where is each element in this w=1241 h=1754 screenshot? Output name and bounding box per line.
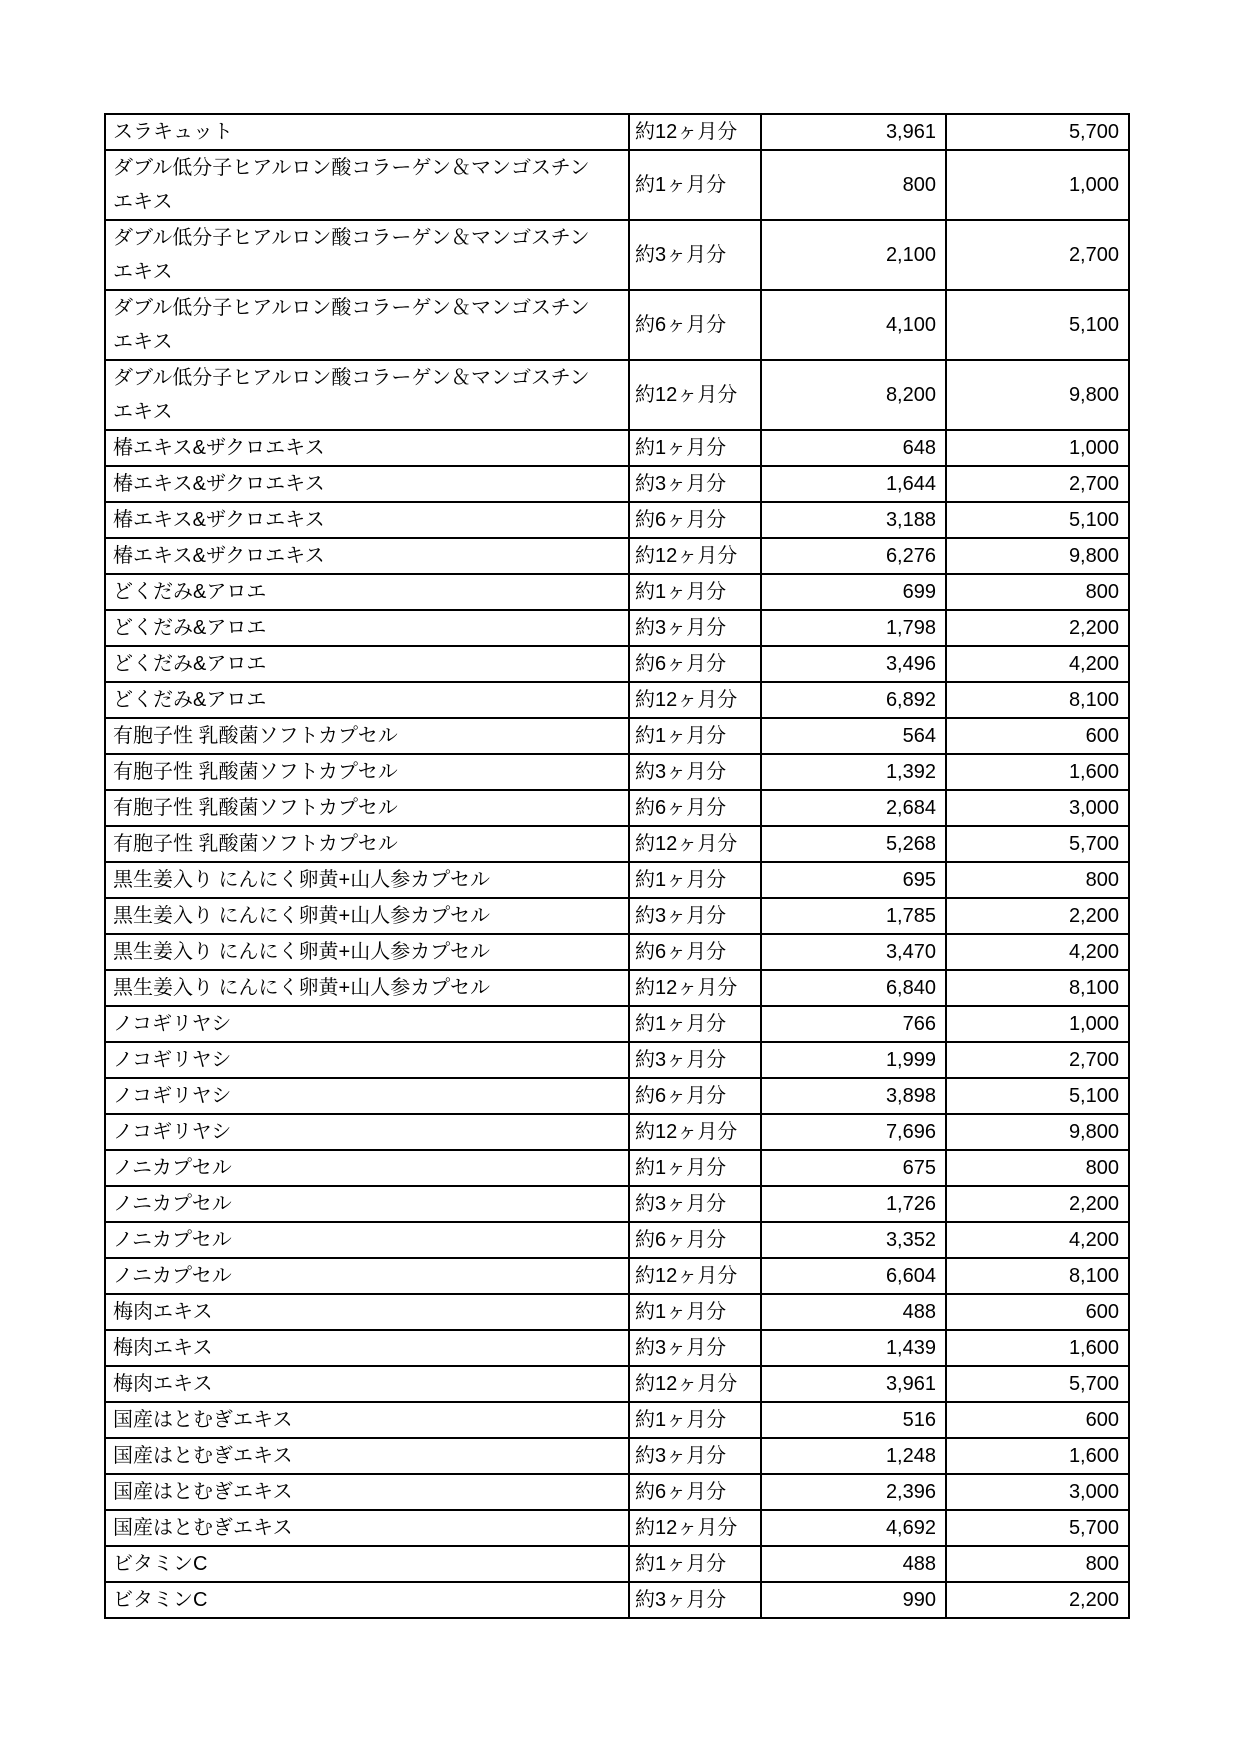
product-cell: ノニカプセル — [105, 1150, 629, 1186]
price-table — [104, 113, 1130, 1619]
table-row — [105, 1114, 1129, 1150]
member-price-cell: 675 — [761, 1150, 946, 1186]
member-price-cell: 2,396 — [761, 1474, 946, 1510]
member-price-cell: 699 — [761, 574, 946, 610]
product-cell: 椿エキス&ザクロエキス — [105, 502, 629, 538]
product-cell: ノコギリヤシ — [105, 1006, 629, 1042]
duration-cell: 約1ヶ月分 — [629, 1150, 761, 1186]
duration-cell: 約12ヶ月分 — [629, 970, 761, 1006]
product-cell: ダブル低分子ヒアルロン酸コラーゲン＆マンゴスチンエキス — [105, 220, 629, 290]
product-cell: 黒生姜入り にんにく卵黄+山人参カプセル — [105, 970, 629, 1006]
regular-price-cell: 5,100 — [946, 502, 1129, 538]
regular-price-cell: 1,000 — [946, 430, 1129, 466]
table-row — [105, 114, 1129, 150]
table-row — [105, 718, 1129, 754]
duration-cell: 約6ヶ月分 — [629, 1078, 761, 1114]
table-row — [105, 610, 1129, 646]
member-price-cell: 766 — [761, 1006, 946, 1042]
member-price-cell: 3,188 — [761, 502, 946, 538]
member-price-cell: 695 — [761, 862, 946, 898]
table-row — [105, 754, 1129, 790]
table-row — [105, 862, 1129, 898]
member-price-cell: 7,696 — [761, 1114, 946, 1150]
duration-cell: 約3ヶ月分 — [629, 610, 761, 646]
regular-price-cell: 9,800 — [946, 360, 1129, 430]
regular-price-cell: 5,100 — [946, 290, 1129, 360]
member-price-cell: 1,785 — [761, 898, 946, 934]
member-price-cell: 3,961 — [761, 1366, 946, 1402]
duration-cell: 約1ヶ月分 — [629, 574, 761, 610]
regular-price-cell: 800 — [946, 1546, 1129, 1582]
member-price-cell: 6,604 — [761, 1258, 946, 1294]
table-row — [105, 970, 1129, 1006]
member-price-cell: 3,470 — [761, 934, 946, 970]
member-price-cell: 488 — [761, 1294, 946, 1330]
duration-cell: 約1ヶ月分 — [629, 1006, 761, 1042]
regular-price-cell: 800 — [946, 1150, 1129, 1186]
product-cell: 国産はとむぎエキス — [105, 1474, 629, 1510]
regular-price-cell: 5,700 — [946, 114, 1129, 150]
member-price-cell: 4,692 — [761, 1510, 946, 1546]
duration-cell: 約6ヶ月分 — [629, 646, 761, 682]
duration-cell: 約6ヶ月分 — [629, 790, 761, 826]
regular-price-cell: 1,600 — [946, 1438, 1129, 1474]
regular-price-cell: 5,700 — [946, 1510, 1129, 1546]
regular-price-cell: 800 — [946, 574, 1129, 610]
duration-cell: 約6ヶ月分 — [629, 290, 761, 360]
table-row — [105, 1366, 1129, 1402]
member-price-cell: 990 — [761, 1582, 946, 1618]
table-row — [105, 934, 1129, 970]
table-row — [105, 646, 1129, 682]
regular-price-cell: 4,200 — [946, 646, 1129, 682]
duration-cell: 約1ヶ月分 — [629, 1546, 761, 1582]
table-row — [105, 1330, 1129, 1366]
table-row — [105, 790, 1129, 826]
duration-cell: 約12ヶ月分 — [629, 682, 761, 718]
member-price-cell: 6,892 — [761, 682, 946, 718]
regular-price-cell: 600 — [946, 1294, 1129, 1330]
regular-price-cell: 2,700 — [946, 220, 1129, 290]
duration-cell: 約12ヶ月分 — [629, 1114, 761, 1150]
member-price-cell: 2,100 — [761, 220, 946, 290]
table-row — [105, 290, 1129, 360]
member-price-cell: 1,248 — [761, 1438, 946, 1474]
duration-cell: 約1ヶ月分 — [629, 1402, 761, 1438]
member-price-cell: 800 — [761, 150, 946, 220]
member-price-cell: 488 — [761, 1546, 946, 1582]
regular-price-cell: 2,200 — [946, 610, 1129, 646]
duration-cell: 約1ヶ月分 — [629, 430, 761, 466]
table-row — [105, 220, 1129, 290]
regular-price-cell: 5,700 — [946, 826, 1129, 862]
member-price-cell: 648 — [761, 430, 946, 466]
table-row — [105, 574, 1129, 610]
table-row — [105, 1294, 1129, 1330]
table-row — [105, 1402, 1129, 1438]
product-cell: ダブル低分子ヒアルロン酸コラーゲン＆マンゴスチンエキス — [105, 150, 629, 220]
table-row — [105, 1510, 1129, 1546]
duration-cell: 約6ヶ月分 — [629, 934, 761, 970]
product-cell: どくだみ&アロエ — [105, 610, 629, 646]
duration-cell: 約1ヶ月分 — [629, 862, 761, 898]
regular-price-cell: 2,200 — [946, 1582, 1129, 1618]
product-cell: 梅肉エキス — [105, 1330, 629, 1366]
duration-cell: 約3ヶ月分 — [629, 754, 761, 790]
duration-cell: 約3ヶ月分 — [629, 466, 761, 502]
regular-price-cell: 8,100 — [946, 1258, 1129, 1294]
member-price-cell: 6,840 — [761, 970, 946, 1006]
product-cell: スラキュット — [105, 114, 629, 150]
table-row — [105, 1006, 1129, 1042]
table-row — [105, 360, 1129, 430]
regular-price-cell: 600 — [946, 718, 1129, 754]
product-cell: ノニカプセル — [105, 1258, 629, 1294]
duration-cell: 約3ヶ月分 — [629, 1330, 761, 1366]
duration-cell: 約6ヶ月分 — [629, 502, 761, 538]
regular-price-cell: 1,000 — [946, 1006, 1129, 1042]
product-cell: 有胞子性 乳酸菌ソフトカプセル — [105, 790, 629, 826]
table-row — [105, 466, 1129, 502]
regular-price-cell: 2,700 — [946, 1042, 1129, 1078]
member-price-cell: 3,352 — [761, 1222, 946, 1258]
table-row — [105, 1438, 1129, 1474]
product-cell: 黒生姜入り にんにく卵黄+山人参カプセル — [105, 898, 629, 934]
table-row — [105, 682, 1129, 718]
product-cell: ノコギリヤシ — [105, 1078, 629, 1114]
product-cell: ノコギリヤシ — [105, 1042, 629, 1078]
table-row — [105, 430, 1129, 466]
duration-cell: 約12ヶ月分 — [629, 114, 761, 150]
duration-cell: 約3ヶ月分 — [629, 1186, 761, 1222]
duration-cell: 約1ヶ月分 — [629, 150, 761, 220]
product-cell: 椿エキス&ザクロエキス — [105, 430, 629, 466]
duration-cell: 約1ヶ月分 — [629, 718, 761, 754]
product-cell: 有胞子性 乳酸菌ソフトカプセル — [105, 754, 629, 790]
regular-price-cell: 2,200 — [946, 1186, 1129, 1222]
table-row — [105, 1150, 1129, 1186]
duration-cell: 約1ヶ月分 — [629, 1294, 761, 1330]
member-price-cell: 1,999 — [761, 1042, 946, 1078]
table-row — [105, 502, 1129, 538]
table-row — [105, 1222, 1129, 1258]
table-row — [105, 150, 1129, 220]
table-row — [105, 1546, 1129, 1582]
product-cell: 国産はとむぎエキス — [105, 1438, 629, 1474]
product-cell: ダブル低分子ヒアルロン酸コラーゲン＆マンゴスチンエキス — [105, 360, 629, 430]
table-row — [105, 898, 1129, 934]
product-cell: 梅肉エキス — [105, 1366, 629, 1402]
duration-cell: 約3ヶ月分 — [629, 220, 761, 290]
duration-cell: 約12ヶ月分 — [629, 1510, 761, 1546]
product-cell: どくだみ&アロエ — [105, 574, 629, 610]
duration-cell: 約3ヶ月分 — [629, 1582, 761, 1618]
regular-price-cell: 9,800 — [946, 538, 1129, 574]
member-price-cell: 1,392 — [761, 754, 946, 790]
member-price-cell: 5,268 — [761, 826, 946, 862]
member-price-cell: 1,644 — [761, 466, 946, 502]
duration-cell: 約3ヶ月分 — [629, 898, 761, 934]
regular-price-cell: 4,200 — [946, 934, 1129, 970]
member-price-cell: 516 — [761, 1402, 946, 1438]
table-row — [105, 1258, 1129, 1294]
product-cell: 国産はとむぎエキス — [105, 1402, 629, 1438]
member-price-cell: 1,439 — [761, 1330, 946, 1366]
table-row — [105, 1582, 1129, 1618]
member-price-cell: 1,726 — [761, 1186, 946, 1222]
product-cell: ノニカプセル — [105, 1222, 629, 1258]
table-row — [105, 1078, 1129, 1114]
duration-cell: 約12ヶ月分 — [629, 826, 761, 862]
product-cell: 椿エキス&ザクロエキス — [105, 466, 629, 502]
product-cell: 梅肉エキス — [105, 1294, 629, 1330]
member-price-cell: 3,496 — [761, 646, 946, 682]
product-cell: 有胞子性 乳酸菌ソフトカプセル — [105, 826, 629, 862]
member-price-cell: 1,798 — [761, 610, 946, 646]
regular-price-cell: 1,000 — [946, 150, 1129, 220]
regular-price-cell: 8,100 — [946, 682, 1129, 718]
duration-cell: 約12ヶ月分 — [629, 1258, 761, 1294]
table-row — [105, 538, 1129, 574]
regular-price-cell: 1,600 — [946, 754, 1129, 790]
regular-price-cell: 3,000 — [946, 1474, 1129, 1510]
duration-cell: 約12ヶ月分 — [629, 1366, 761, 1402]
regular-price-cell: 2,200 — [946, 898, 1129, 934]
regular-price-cell: 1,600 — [946, 1330, 1129, 1366]
regular-price-cell: 5,700 — [946, 1366, 1129, 1402]
regular-price-cell: 800 — [946, 862, 1129, 898]
product-cell: 有胞子性 乳酸菌ソフトカプセル — [105, 718, 629, 754]
product-cell: ビタミンC — [105, 1546, 629, 1582]
product-cell: 黒生姜入り にんにく卵黄+山人参カプセル — [105, 862, 629, 898]
member-price-cell: 8,200 — [761, 360, 946, 430]
product-cell: ノニカプセル — [105, 1186, 629, 1222]
duration-cell: 約3ヶ月分 — [629, 1438, 761, 1474]
member-price-cell: 2,684 — [761, 790, 946, 826]
regular-price-cell: 5,100 — [946, 1078, 1129, 1114]
table-row — [105, 1042, 1129, 1078]
regular-price-cell: 600 — [946, 1402, 1129, 1438]
product-cell: 黒生姜入り にんにく卵黄+山人参カプセル — [105, 934, 629, 970]
duration-cell: 約12ヶ月分 — [629, 538, 761, 574]
regular-price-cell: 4,200 — [946, 1222, 1129, 1258]
member-price-cell: 3,961 — [761, 114, 946, 150]
regular-price-cell: 9,800 — [946, 1114, 1129, 1150]
product-cell: どくだみ&アロエ — [105, 646, 629, 682]
product-cell: 国産はとむぎエキス — [105, 1510, 629, 1546]
regular-price-cell: 3,000 — [946, 790, 1129, 826]
price-table-body — [105, 114, 1129, 1618]
product-cell: ビタミンC — [105, 1582, 629, 1618]
table-row — [105, 1474, 1129, 1510]
table-row — [105, 1186, 1129, 1222]
table-row — [105, 826, 1129, 862]
product-cell: ダブル低分子ヒアルロン酸コラーゲン＆マンゴスチンエキス — [105, 290, 629, 360]
member-price-cell: 6,276 — [761, 538, 946, 574]
duration-cell: 約3ヶ月分 — [629, 1042, 761, 1078]
member-price-cell: 4,100 — [761, 290, 946, 360]
regular-price-cell: 8,100 — [946, 970, 1129, 1006]
product-cell: 椿エキス&ザクロエキス — [105, 538, 629, 574]
product-cell: ノコギリヤシ — [105, 1114, 629, 1150]
member-price-cell: 564 — [761, 718, 946, 754]
member-price-cell: 3,898 — [761, 1078, 946, 1114]
duration-cell: 約6ヶ月分 — [629, 1222, 761, 1258]
duration-cell: 約6ヶ月分 — [629, 1474, 761, 1510]
duration-cell: 約12ヶ月分 — [629, 360, 761, 430]
product-cell: どくだみ&アロエ — [105, 682, 629, 718]
regular-price-cell: 2,700 — [946, 466, 1129, 502]
